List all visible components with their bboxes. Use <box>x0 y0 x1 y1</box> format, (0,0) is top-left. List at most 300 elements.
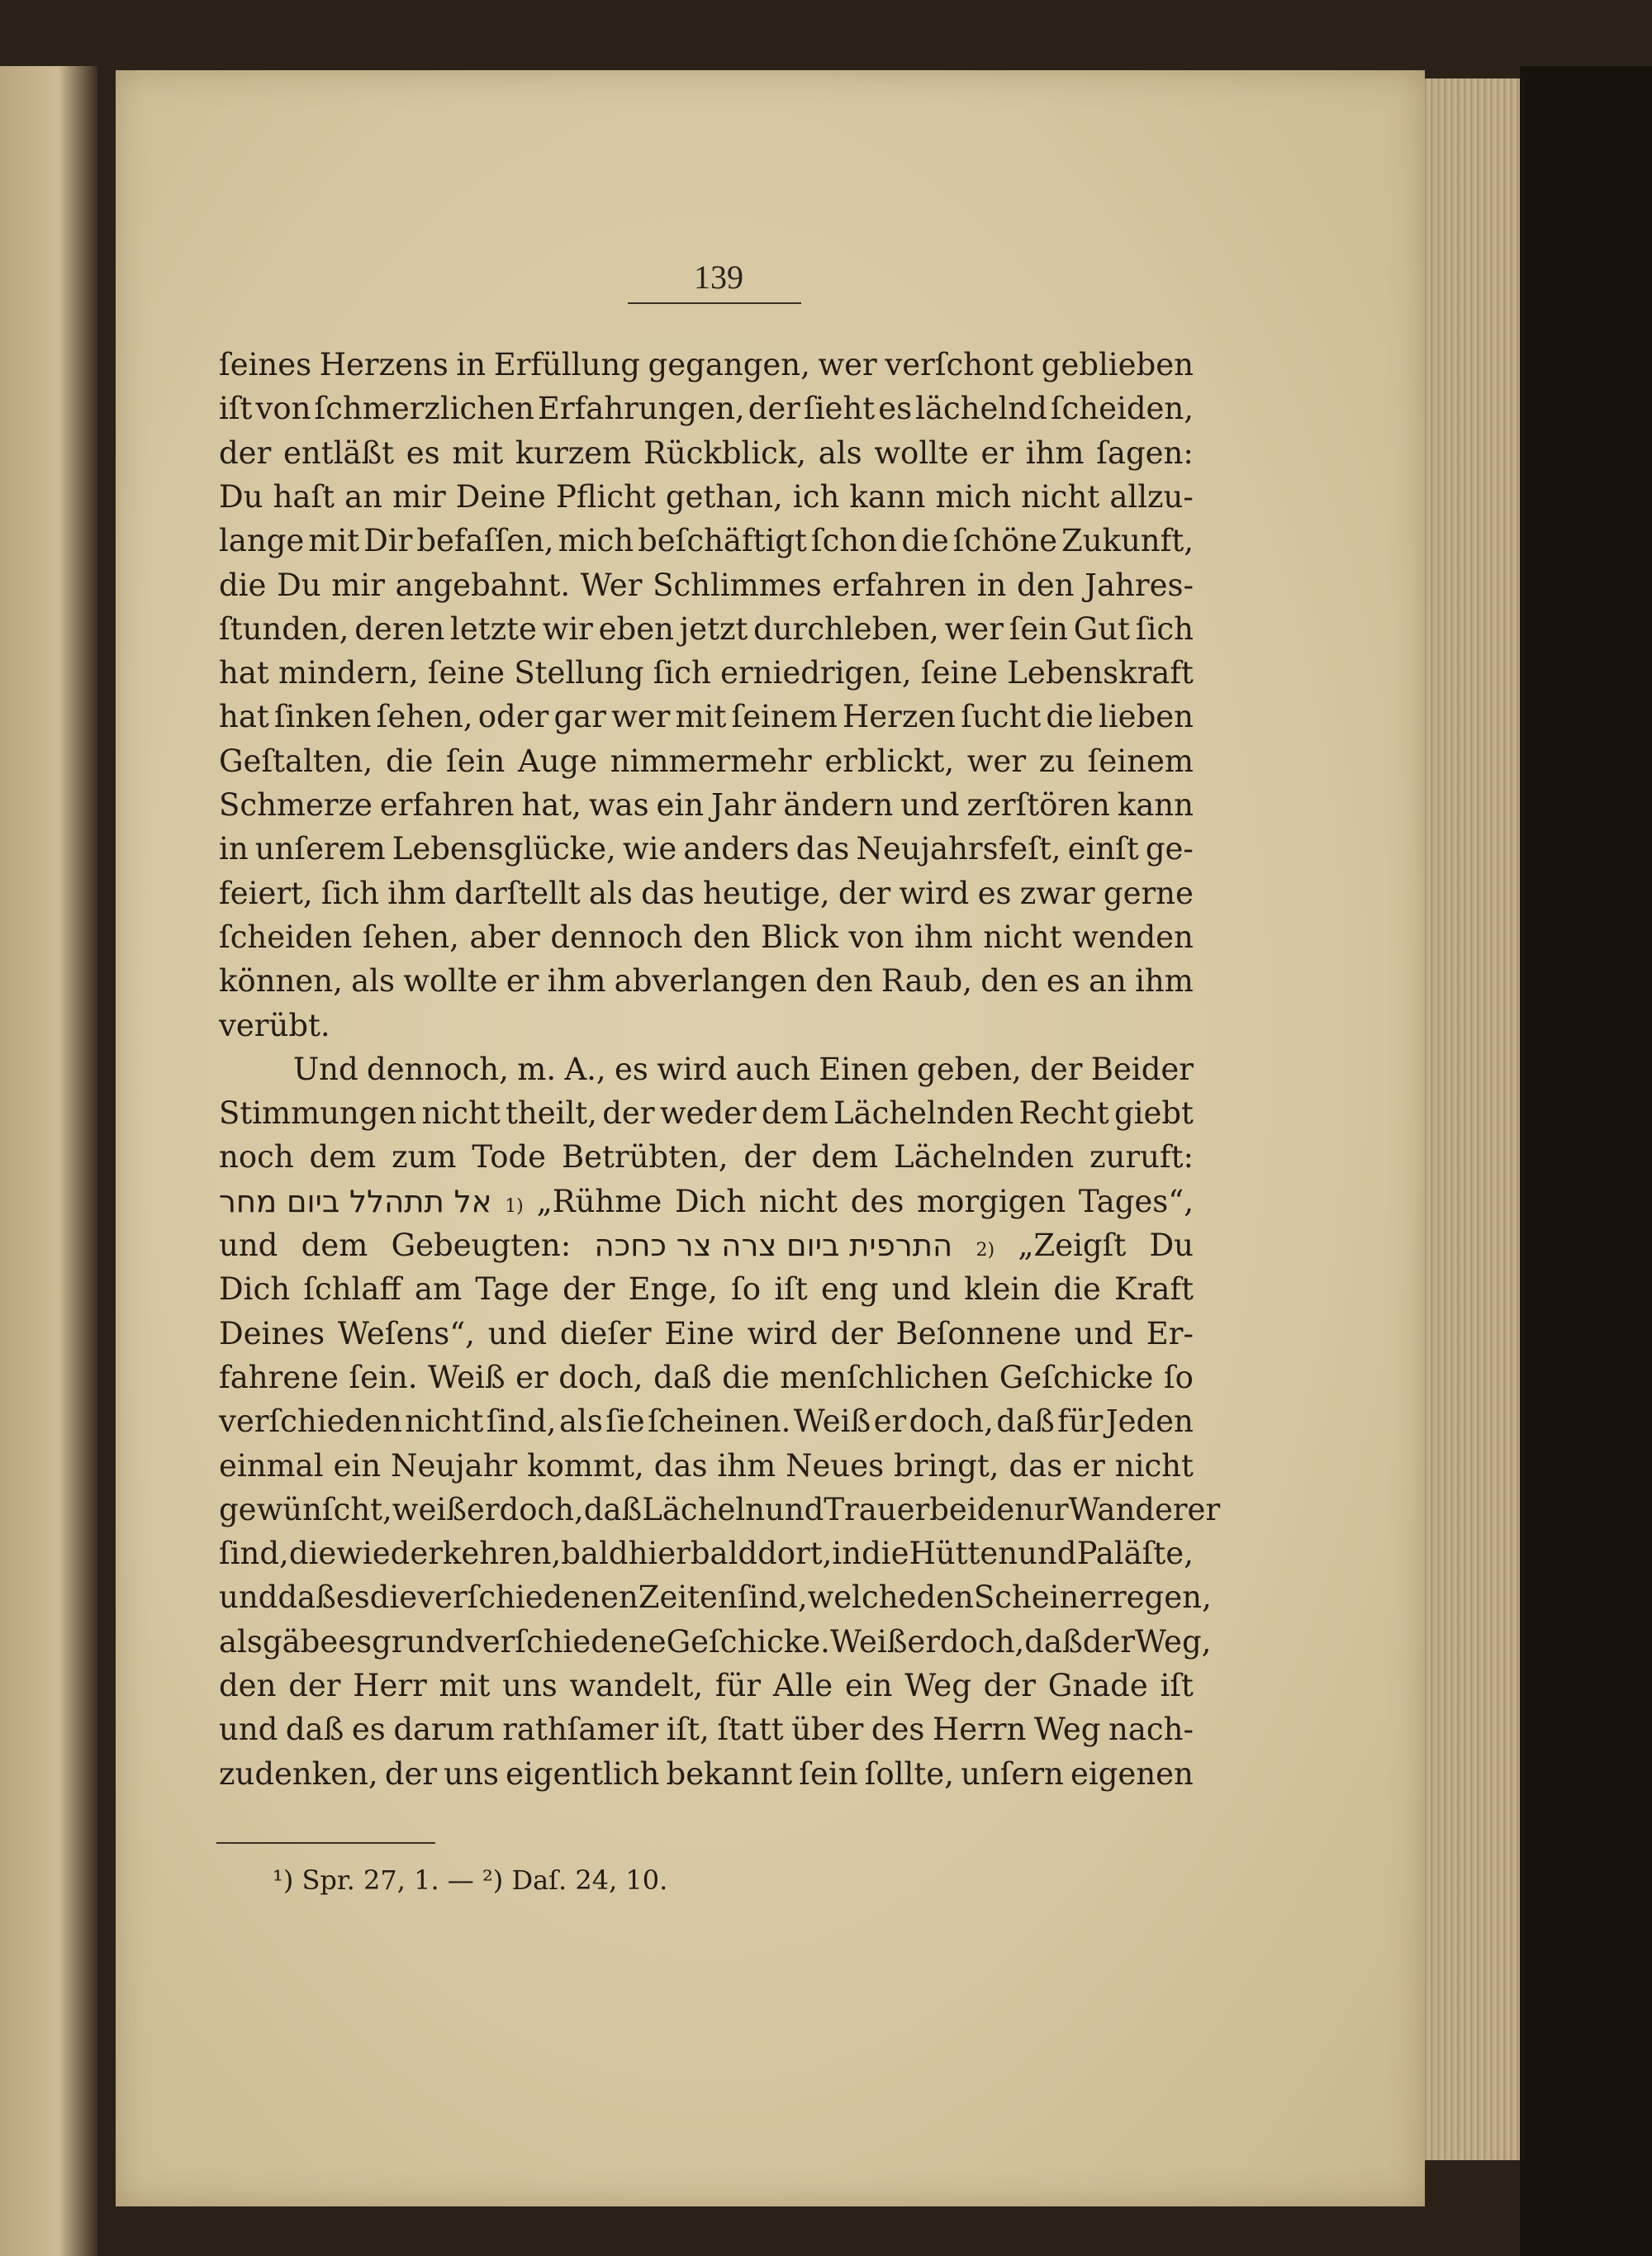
text-line <box>219 1668 1194 1711</box>
word: beide <box>929 1491 1015 1527</box>
word: nur <box>1014 1491 1069 1527</box>
word: Herrn <box>932 1712 1027 1748</box>
word: und <box>891 1271 951 1308</box>
word: Neujahr <box>391 1447 518 1484</box>
word: den <box>916 1579 974 1616</box>
word: bekannt <box>666 1755 793 1792</box>
text-line <box>219 435 1194 478</box>
word: A., <box>564 1051 606 1087</box>
word: haſt <box>273 478 335 515</box>
word: ſein. <box>349 1359 418 1395</box>
word: mir <box>331 567 385 603</box>
word: ſeinem <box>731 699 838 735</box>
word: ſieht <box>804 391 876 427</box>
word: ſind, <box>219 1536 289 1572</box>
word: er <box>980 435 1014 471</box>
word: den <box>692 919 751 955</box>
word: von <box>848 919 904 955</box>
word: Er- <box>1146 1315 1194 1351</box>
word: kommt, <box>527 1447 644 1484</box>
word: abverlangen <box>614 963 808 1000</box>
word: Neues <box>786 1447 885 1484</box>
word: feiert, <box>219 875 313 911</box>
word: ſollte, <box>864 1755 954 1792</box>
word: theilt, <box>506 1095 597 1132</box>
word: hat <box>219 655 269 691</box>
word: geben, <box>917 1051 1022 1087</box>
word: wiederkehren, <box>336 1536 562 1572</box>
word: ſich <box>653 655 711 691</box>
word: wer <box>944 610 1004 647</box>
word: als <box>351 963 395 1000</box>
text-line <box>219 1184 1194 1227</box>
word: und <box>219 1579 278 1616</box>
word: ſcheinen. <box>648 1403 791 1440</box>
word: einmal <box>219 1447 324 1484</box>
word: des <box>871 1712 925 1748</box>
word: er <box>873 1403 907 1440</box>
word: wird <box>899 875 970 911</box>
word: ſehen, <box>376 699 473 735</box>
word: dem <box>811 1139 879 1175</box>
word: rathſamer <box>502 1712 659 1748</box>
word: ſo <box>1163 1359 1194 1395</box>
word: zudenken, <box>219 1755 378 1792</box>
word: er <box>466 1491 500 1527</box>
text-line <box>219 743 1194 786</box>
word: den <box>980 963 1038 1000</box>
word: Schein <box>973 1579 1080 1616</box>
word: das <box>641 875 695 911</box>
word: an <box>1088 963 1127 1000</box>
text-line <box>219 1228 1194 1270</box>
word: Weiß <box>829 1623 908 1660</box>
word: verſchieden <box>219 1403 402 1440</box>
word: hat <box>219 699 269 735</box>
word: zum <box>392 1139 457 1175</box>
word: doch, <box>499 1491 584 1527</box>
word: die <box>1053 1271 1101 1308</box>
word: nicht <box>758 1183 838 1219</box>
word: der <box>1030 1051 1083 1087</box>
word: Hütten <box>909 1536 1018 1572</box>
word: angebahnt. <box>395 567 571 603</box>
word: ihm <box>387 875 446 911</box>
word: letzte <box>450 610 537 647</box>
word: Stimmungen <box>219 1095 417 1132</box>
word: als <box>219 1623 263 1660</box>
text-line <box>219 1139 1194 1182</box>
word: für <box>714 1668 762 1703</box>
word: ein <box>656 787 705 823</box>
word: wird <box>657 1051 728 1087</box>
word: es <box>1046 963 1080 1000</box>
word: daß <box>1024 1623 1083 1660</box>
word: Eine <box>664 1315 734 1351</box>
word: der <box>219 435 272 471</box>
word: Einen <box>819 1051 909 1087</box>
word: iſt <box>774 1271 808 1308</box>
word: wir <box>542 610 593 647</box>
word: zerſtören <box>966 787 1110 823</box>
word: ich <box>792 478 840 515</box>
word: doch, <box>940 1623 1025 1660</box>
word: daß <box>583 1491 643 1527</box>
text-line <box>219 391 1194 434</box>
word: ſtatt <box>717 1712 784 1748</box>
word: morgigen <box>917 1183 1066 1219</box>
word: es <box>351 1712 386 1748</box>
text-line <box>219 787 1194 830</box>
word: Trauer <box>824 1491 930 1527</box>
word: Kraft <box>1114 1271 1194 1308</box>
word: Herzens <box>319 347 449 382</box>
word: ſcheiden <box>219 919 353 955</box>
word: noch <box>219 1139 294 1175</box>
word: und <box>765 1491 824 1527</box>
word: nicht <box>1114 1447 1194 1484</box>
word: wer <box>611 699 671 735</box>
word: den <box>1017 567 1075 603</box>
word: ein <box>333 1447 382 1484</box>
footnote-mark: 2) <box>976 1240 995 1261</box>
word: und <box>1018 1536 1077 1572</box>
word: die <box>901 523 949 559</box>
word: Auge <box>517 743 598 779</box>
word: kann <box>1117 787 1194 823</box>
text-line <box>219 1756 1194 1799</box>
word: eigenen <box>1070 1755 1194 1792</box>
word: ihm <box>1135 963 1194 1000</box>
text-line <box>219 1536 1194 1579</box>
word: und <box>1074 1315 1133 1351</box>
word: ihm <box>717 1447 776 1484</box>
word: an <box>344 478 382 515</box>
word: von <box>255 391 311 427</box>
word: das <box>653 1447 708 1484</box>
word: nimmermehr <box>610 743 812 779</box>
word: den <box>815 963 873 1000</box>
word: uns <box>502 1668 558 1703</box>
word: der <box>830 1315 883 1351</box>
word: gethan, <box>665 478 783 515</box>
text-line <box>219 831 1194 874</box>
word: „Zeigſt <box>1018 1228 1127 1263</box>
word: eigentlich <box>506 1755 660 1792</box>
text-line <box>219 876 1194 919</box>
word: anders <box>683 831 790 867</box>
text-line <box>219 1271 1194 1314</box>
word: Tode <box>472 1139 547 1175</box>
word: klein <box>964 1271 1041 1308</box>
word: daß <box>996 1403 1055 1440</box>
word: ihm <box>547 963 606 1000</box>
word: bald <box>690 1536 758 1572</box>
word: ihm <box>1025 435 1085 471</box>
word: gerne <box>1103 875 1194 911</box>
word: giebt <box>1113 1095 1194 1132</box>
word: iſt <box>1160 1668 1194 1703</box>
word: wer <box>818 347 877 382</box>
word: m. <box>517 1051 557 1087</box>
word: der <box>1082 1623 1136 1660</box>
word: nicht <box>1021 478 1100 515</box>
text-line <box>219 568 1194 610</box>
word: welche <box>807 1579 917 1616</box>
word: zuruft: <box>1089 1139 1194 1175</box>
word: es <box>335 1579 370 1616</box>
word: Stellung <box>514 655 644 691</box>
word: gewünſcht, <box>219 1491 392 1527</box>
text-line <box>219 1095 1194 1138</box>
word: Geſchicke. <box>666 1623 830 1660</box>
word: der <box>743 1139 796 1175</box>
page-stack-edge <box>1414 78 1525 2160</box>
word: und <box>219 1712 278 1748</box>
word: ge- <box>1145 831 1194 867</box>
word: nicht <box>983 919 1062 955</box>
text-line <box>219 479 1194 522</box>
word: erniedrigen, <box>720 655 912 691</box>
text-line <box>219 1403 1194 1446</box>
word: Und <box>293 1051 358 1087</box>
word: die <box>369 1579 418 1616</box>
word: erfahren <box>832 567 966 603</box>
word: Geſtalten, <box>219 743 373 779</box>
word: ſehen, <box>362 919 459 955</box>
word: Erfahrungen, <box>537 391 745 427</box>
word: darſtellt <box>454 875 581 911</box>
word: Weiß <box>793 1403 871 1440</box>
word: dort, <box>757 1536 833 1572</box>
word: die <box>722 1359 770 1395</box>
word: bringt, <box>894 1447 999 1484</box>
word: lächelnd <box>915 391 1047 427</box>
word: es <box>406 435 440 471</box>
word: Raub, <box>881 963 972 1000</box>
footnote-rule <box>216 1842 435 1844</box>
word: dieſer <box>559 1315 652 1351</box>
word: und <box>219 1228 278 1263</box>
word: gar <box>553 699 606 735</box>
word: Beider <box>1090 1051 1194 1087</box>
word: lange <box>219 523 305 559</box>
word: mit <box>452 435 504 471</box>
word: Wer <box>580 567 643 603</box>
word: wollte <box>874 435 969 471</box>
word: ſtunden, <box>219 610 349 647</box>
word: ſich <box>320 875 379 911</box>
word: ihm <box>914 919 973 955</box>
word: in <box>976 567 1007 603</box>
word: dem <box>301 1228 368 1263</box>
word: mit <box>439 1668 491 1703</box>
word: kurzem <box>515 435 632 471</box>
word: ſagen: <box>1096 435 1194 471</box>
word: und <box>900 787 960 823</box>
word: dem <box>761 1095 828 1132</box>
text-line <box>219 699 1194 742</box>
word: iſt, <box>666 1712 710 1748</box>
word: der <box>748 391 800 427</box>
word: für <box>1057 1403 1104 1440</box>
word: bald <box>561 1536 629 1572</box>
word: der <box>838 875 891 911</box>
word: können, <box>219 963 343 1000</box>
word: ſind, <box>737 1579 808 1616</box>
word: wollte <box>403 963 498 1000</box>
word: doch, <box>558 1359 643 1395</box>
word: Weg <box>904 1668 971 1703</box>
word: weder <box>659 1095 757 1132</box>
word: es <box>615 1051 648 1087</box>
word: ſeine <box>920 655 999 691</box>
word: die <box>1046 699 1094 735</box>
word: Schlimmes <box>653 567 822 603</box>
word: der <box>384 1755 438 1792</box>
text-line <box>219 611 1194 654</box>
word: auch <box>735 1051 810 1087</box>
text-line <box>219 1579 1212 1622</box>
word: einſt <box>1067 831 1139 867</box>
word: zwar <box>1019 875 1095 911</box>
word: ändern <box>783 787 894 823</box>
word: Jahres- <box>1085 567 1194 603</box>
word: ſcheiden, <box>1050 391 1194 427</box>
word: die <box>385 743 434 779</box>
word: wenden <box>1072 919 1194 955</box>
text-line <box>219 919 1194 962</box>
word: es <box>878 391 913 427</box>
word: er <box>506 963 539 1000</box>
word: ſchöne <box>952 523 1057 559</box>
word: Du <box>1149 1228 1194 1263</box>
word: hier <box>628 1536 691 1572</box>
word: ſeinem <box>1087 743 1194 779</box>
word: Jeden <box>1105 1403 1194 1440</box>
word: ſeines <box>219 347 312 382</box>
word: ſind, <box>486 1403 557 1440</box>
word: den <box>219 1668 277 1703</box>
book-binding <box>1520 66 1652 2256</box>
word: der <box>983 1668 1036 1703</box>
text-line <box>219 1491 1221 1535</box>
word: verſchiedenen <box>417 1579 638 1616</box>
word: grundverſchiedene <box>372 1623 667 1660</box>
word: ſo <box>731 1271 762 1308</box>
word: was <box>588 787 649 823</box>
word: der <box>288 1668 341 1703</box>
text-line <box>219 1316 1194 1359</box>
word: ſein <box>799 1755 858 1792</box>
word: wird <box>747 1315 818 1351</box>
word: die <box>219 567 267 603</box>
word: er <box>515 1359 548 1395</box>
word: es <box>977 875 1012 911</box>
word: Weſens“, <box>337 1315 475 1351</box>
word: unſern <box>961 1755 1064 1792</box>
word: Gebeugten: <box>391 1228 572 1263</box>
word: das <box>795 831 850 867</box>
word: ſein <box>1009 610 1068 647</box>
word: ein <box>844 1668 893 1703</box>
word: Enge, <box>628 1271 718 1308</box>
word: die <box>862 1536 909 1572</box>
word: gäbe <box>262 1623 339 1660</box>
word: Lebenskraft <box>1007 655 1194 691</box>
word: Paläſte, <box>1076 1536 1194 1572</box>
word: daß <box>285 1712 344 1748</box>
word: Recht <box>1018 1095 1109 1132</box>
word: Betrübten, <box>561 1139 729 1175</box>
word: der <box>602 1095 655 1132</box>
word: dem <box>309 1139 377 1175</box>
word: Du <box>277 567 321 603</box>
word: Lebensglücke, <box>392 831 616 867</box>
word: der <box>563 1271 615 1308</box>
word: Wanderer <box>1068 1491 1221 1527</box>
word: ſchon <box>810 523 898 559</box>
word: iſt <box>219 391 253 427</box>
word: nicht <box>421 1095 501 1132</box>
word: mich <box>935 478 1012 515</box>
word: Zeiten <box>638 1579 738 1616</box>
word: deren <box>354 610 445 647</box>
word: Weg <box>1033 1712 1101 1748</box>
word: in <box>456 347 487 382</box>
word: jetzt <box>679 610 748 647</box>
text-line <box>219 1623 1212 1667</box>
text-line <box>219 963 1194 1006</box>
text-line <box>219 347 1194 390</box>
word: hat, <box>521 787 582 823</box>
word: Blick <box>760 919 838 955</box>
hebrew-quote: התרפית ביום צרה צר כחכה <box>594 1228 953 1263</box>
word: in <box>832 1536 862 1572</box>
word: ſeine <box>427 655 506 691</box>
word: ſich <box>1135 610 1194 647</box>
word: die <box>288 1536 337 1572</box>
word: mindern, <box>278 655 419 691</box>
word: heutige, <box>703 875 830 911</box>
header-rule <box>628 302 801 304</box>
word: doch, <box>909 1403 994 1440</box>
word: weiß <box>392 1491 467 1527</box>
word: als <box>558 1403 603 1440</box>
word: dennoch <box>550 919 683 955</box>
word: es <box>338 1623 373 1660</box>
word: verſchont <box>885 347 1034 382</box>
word: gegangen, <box>648 347 810 382</box>
word: befaſſen, <box>416 523 554 559</box>
word: mit <box>675 699 727 735</box>
text-line <box>293 1052 1194 1095</box>
word: er <box>907 1623 941 1660</box>
left-page-edge <box>0 66 97 2256</box>
word: eng <box>820 1271 879 1308</box>
word: Deines <box>219 1315 325 1351</box>
word: Gnade <box>1047 1668 1148 1703</box>
word: zu <box>1038 743 1075 779</box>
word: Lächelnden <box>833 1095 1014 1132</box>
word: oder <box>477 699 549 735</box>
word: als <box>588 875 633 911</box>
word: durchleben, <box>753 610 939 647</box>
word: Weg, <box>1135 1623 1212 1660</box>
word: in <box>219 831 249 867</box>
footnote: ¹) Spr. 27, 1. — ²) Daſ. 24, 10. <box>273 1864 668 1896</box>
text-line <box>219 523 1194 566</box>
